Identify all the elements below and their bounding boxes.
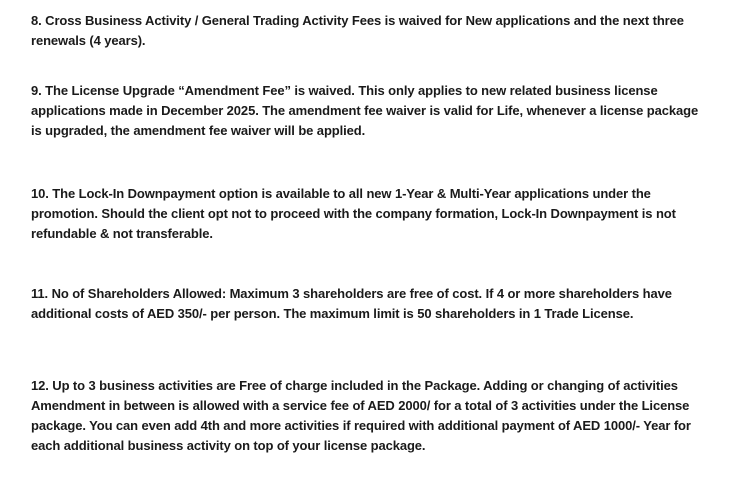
term-item-10: 10. The Lock-In Downpayment option is available to all new 1-Year & Multi-Year applications under the promotion. Should the client opt not to proceed with the company formation, Lock-In Downpayment is not refundable & not transferable. (31, 186, 676, 241)
term-item-9: 9. The License Upgrade “Amendment Fee” is waived. This only applies to new related business license applications made in December 2025. The amendment fee waiver is valid for Life, whenever a license package is upgraded, the amendment fee waiver will be applied. (31, 83, 699, 138)
term-item-8: 8. Cross Business Activity / General Trading Activity Fees is waived for New applications and the next three renewals (4 years). (31, 13, 684, 48)
term-item-12: 12. Up to 3 business activities are Free of charge included in the Package. Adding or changing of activities Amendment in between is allowed with a service fee of AED 2000/ for a total of 3 activities under the License package. You can even add 4th and more activities if required with additional payment of AED 1000/- Year for each additional business activity on top of your license package. (31, 378, 691, 453)
term-item-11: 11. No of Shareholders Allowed: Maximum 3 shareholders are free of cost. If 4 or more shareholders have additional costs of AED 350/- per person. The maximum limit is 50 shareholders in 1 Trade License. (31, 286, 672, 321)
